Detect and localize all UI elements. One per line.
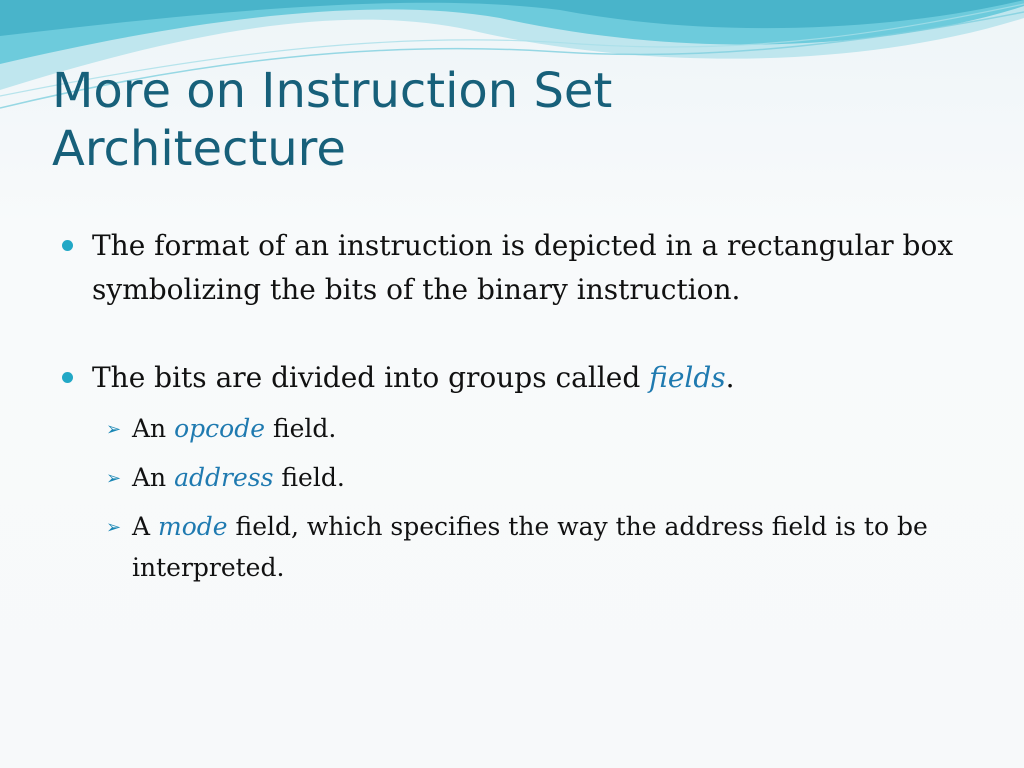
term-opcode: opcode xyxy=(174,414,266,443)
sub-bullet-item xyxy=(62,506,982,588)
arrow-right-icon: ➢ xyxy=(106,468,122,489)
bullet-dot-icon xyxy=(62,240,73,251)
arrow-right-icon: ➢ xyxy=(106,419,122,440)
arrow-right-icon: ➢ xyxy=(106,517,122,538)
term-address: address xyxy=(174,463,274,492)
bullet-item xyxy=(62,356,982,400)
bullet-text: The format of an instruction is depicted in a rectangular box symbolizing the bits of the binary instruction. xyxy=(92,229,954,306)
slide-title-line-2: Architecture xyxy=(52,121,346,177)
sub-bullet-suffix: field. xyxy=(273,463,345,492)
bullet-text-prefix: The bits are divided into groups called xyxy=(92,361,650,394)
sub-bullet-item xyxy=(62,408,982,449)
sub-bullet-prefix: An xyxy=(132,463,175,492)
slide-title-line-1: More on Instruction Set xyxy=(52,63,613,119)
sub-bullet-item xyxy=(62,457,982,498)
sub-bullet-prefix: An xyxy=(132,414,175,443)
bullet-dot-icon xyxy=(62,372,73,383)
sub-bullet-suffix: field. xyxy=(265,414,337,443)
term-mode: mode xyxy=(158,512,228,541)
slide-body xyxy=(62,224,982,588)
bullet-text-suffix: . xyxy=(725,361,735,394)
sub-bullet-suffix: field, which specifies the way the address field is to be interpreted. xyxy=(132,512,928,582)
bullet-item xyxy=(62,224,982,312)
sub-bullet-prefix: A xyxy=(132,512,159,541)
slide-title xyxy=(52,62,992,178)
term-fields: fields xyxy=(649,361,726,394)
